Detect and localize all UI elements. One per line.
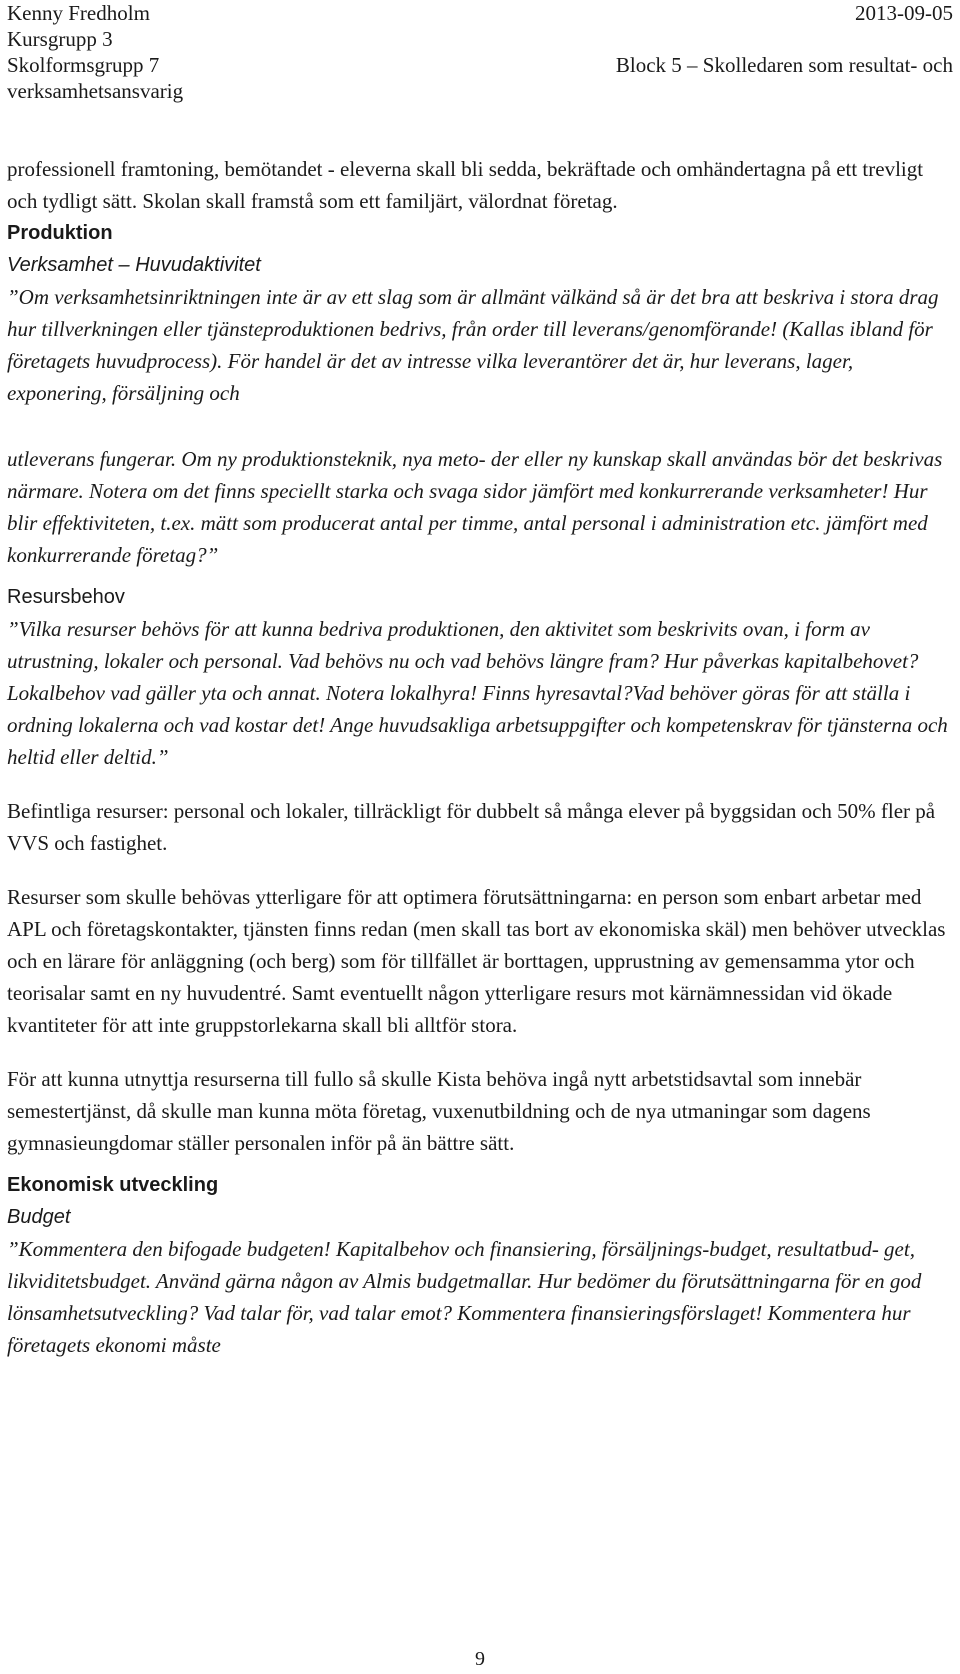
- resources-heading: Resursbehov: [7, 586, 125, 608]
- header-left: [7, 0, 183, 104]
- resources-quote: ”Vilka resurser behövs för att kunna bedriva produktionen, den aktivitet som beskrivits ovan, i form av utrustning, lokaler och personal. Vad behövs nu och vad behövs längre fram? Hur påverkas kapitalbehovet? Lokalbehov vad gäller yta och annat. Notera lokalhyra! Finns hyresavtal?Vad behöver göras för att ställa i ordning lokalerna och vad kostar det! Ange huvudsakliga arbetsuppgifter och kompetenskrav för tjänsterna och heltid eller deltid.”: [7, 617, 948, 769]
- author-name: Kenny Fredholm: [7, 1, 150, 25]
- needed-resources-paragraph: Resurser som skulle behövas ytterligare för att optimera förutsättningarna: en person som enbart arbetar med APL och företagskontakter, tjänsten finns redan (men skall tas bort av ekonomiska skäl) men behöver utvecklas och en lärare för anläggning (och berg) som för tillfället är borttagen, upprustning av gemensamma ytor och teorisalar samt en ny huvudentré. Samt eventuellt någon ytterligare resurs mot kärnämnessidan vid ökade kvantiteter för att inte gruppstorlekarna skall bli alltför stora.: [7, 885, 946, 1037]
- author-role: verksamhetsansvarig: [7, 79, 184, 103]
- document-body: [7, 153, 953, 1361]
- activity-quote-part-1: ”Om verksamhetsinriktningen inte är av ett slag som är allmänt välkänd så är det bra att beskriva i stora drag hur tillverkningen eller tjänsteproduktionen bedrivs, från order till leverans/genomförande! (Kallas ibland för företagets huvudprocess). För handel är det av intresse vilka leverantörer det är, hur leverans, lager, exponering, försäljning och: [7, 285, 939, 405]
- budget-quote: ”Kommentera den bifogade budgeten! Kapitalbehov och finansiering, försäljnings-budget, resultatbud- get, likviditetsbudget. Använd gärna någon av Almis budgetmallar. Hur bedömer du förutsättningarna för en god lönsamhetsutveckling? Vad talar för, vad talar emot? Kommentera finansieringsförslaget! Kommentera hur företagets ekonomi måste: [7, 1237, 922, 1357]
- school-group: Skolformsgrupp 7: [7, 53, 160, 77]
- economic-heading: Ekonomisk utveckling: [7, 1174, 219, 1196]
- budget-heading: Budget: [7, 1206, 71, 1228]
- header-date: 2013-09-05: [855, 1, 953, 25]
- existing-resources-paragraph: Befintliga resurser: personal och lokaler, tillräckligt för dubbelt så många elever på byggsidan och 50% fler på VVS och fastighet.: [7, 799, 936, 855]
- production-heading: Produktion: [7, 222, 113, 244]
- activity-heading: Verksamhet – Huvudaktivitet: [7, 254, 261, 276]
- page-number: 9: [475, 1648, 485, 1670]
- course-group: Kursgrupp 3: [7, 27, 113, 51]
- header-block-title: Block 5 – Skolledaren som resultat- och: [615, 53, 953, 77]
- activity-quote-part-2: utleverans fungerar. Om ny produktionsteknik, nya meto- der eller ny kunskap skall användas bör det beskrivas närmare. Notera om det finns speciellt starka och svaga sidor jämfört med konkurrerande verksamheter! Hur blir effektiviteten, t.ex. mätt som producerat antal per timme, antal personal i administration etc. jämfört med konkurrerande företag?”: [7, 447, 943, 567]
- kista-paragraph: För att kunna utnyttja resurserna till fullo så skulle Kista behöva ingå nytt arbetstidsavtal som innebär semestertjänst, då skulle man kunna möta företag, vuxenutbildning och de nya utmaningar som dagens gymnasieungdomar ställer personalen inför på än bättre sätt.: [7, 1067, 871, 1155]
- intro-paragraph: professionell framtoning, bemötandet - eleverna skall bli sedda, bekräftade och omhändertagna på ett trevligt och tydligt sätt. Skolan skall framstå som ett familjärt, välordnat företag.: [7, 157, 924, 213]
